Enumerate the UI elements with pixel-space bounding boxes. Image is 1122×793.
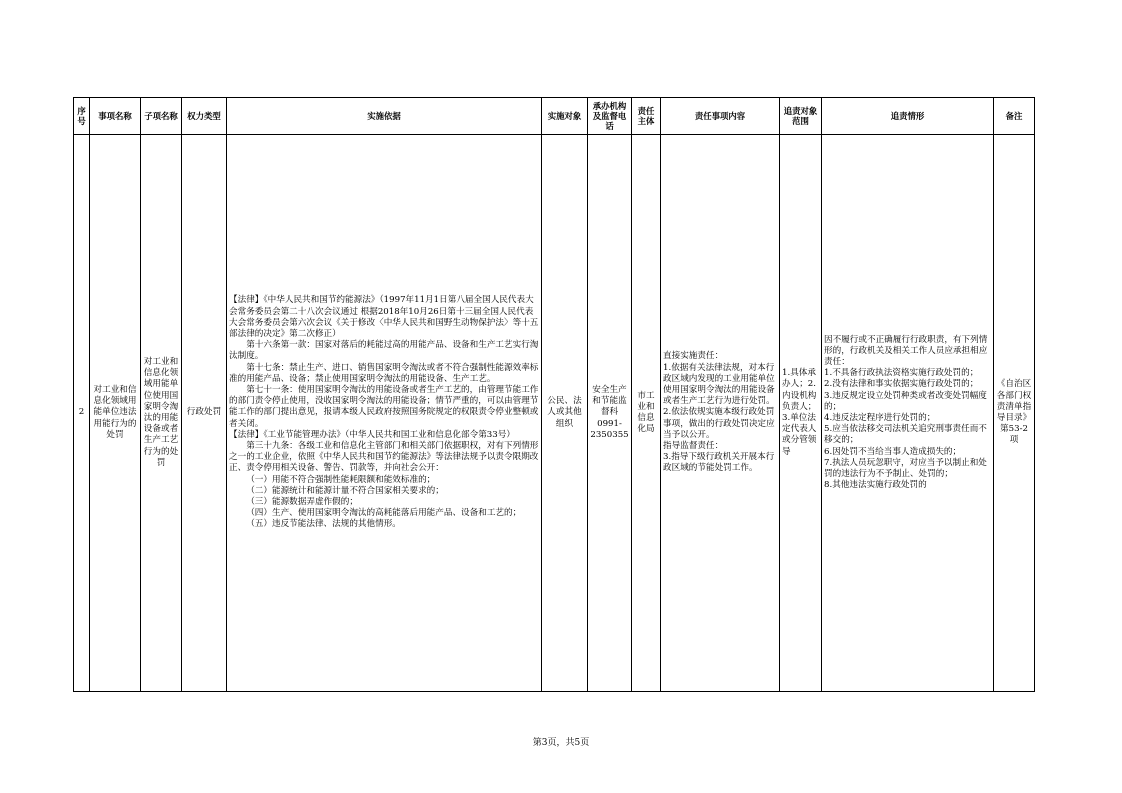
basis-line: 第十六条第一款：国家对落后的耗能过高的用能产品、设备和生产工艺实行淘汰制度。 bbox=[229, 340, 539, 362]
header-seq: 序号 bbox=[74, 98, 90, 135]
basis-line: （二）能源统计和能源计量不符合国家相关要求的； bbox=[246, 485, 444, 496]
situation-line: 2.没有法律和事实依据实施行政处罚的； bbox=[824, 379, 979, 390]
basis-line: （一）用能不符合强制性能耗限额和能效标准的； bbox=[246, 474, 436, 485]
page-footer: 第3页，共5页 bbox=[532, 738, 590, 748]
power-list-table bbox=[73, 97, 1035, 692]
duty-line: 3.指导下级行政机关开展本行政区域的节能处罚工作。 bbox=[663, 452, 775, 474]
situation-line: 1.不具备行政执法资格实施行政处罚的； bbox=[824, 368, 979, 379]
basis-line: 【法律】《中华人民共和国节约能源法》（1997年11月1日第八届全国人民代表大会常务委员会第二十八次会议通过 根据2018年10月26日第十三届全国人民代表大会常务委员会第六次会议《关于修改〈中华人民共和国野生动物保护法〉等十五部法律的决定》第二次修正） bbox=[229, 295, 539, 339]
header-basis: 实施依据 bbox=[227, 98, 542, 135]
basis-line: 第十七条：禁止生产、进口、销售国家明令淘汰或者不符合强制性能源效率标准的用能产品、设备；禁止使用国家明令淘汰的用能设备、生产工艺。 bbox=[229, 362, 539, 384]
item-name-cell: 对工业和信息化领域用能单位违法用能行为的处罚 bbox=[90, 135, 141, 692]
basis-line: 第三十九条：各级工业和信息化主管部门和相关部门依据职权，对有下列情形之一的工业企业，依照《中华人民共和国节约能源法》等法律法规予以责令限期改正、责令停用相关设备、警告、罚款等，并向社会公开： bbox=[229, 441, 539, 474]
header-situations: 追责情形 bbox=[822, 98, 994, 135]
duty-line: 2.依法依规实施本级行政处罚事项，做出的行政处罚决定应当予以公开。 bbox=[663, 407, 775, 440]
duty-line: 直接实施责任： bbox=[663, 351, 724, 362]
situation-line: 7.执法人员玩忽职守，对应当予以制止和处罚的违法行为不予制止、处罚的； bbox=[824, 457, 987, 480]
target-cell: 公民、法人或其他组织 bbox=[542, 135, 588, 692]
scope-cell: 1.具体承办人；2.内设机构负责人；3.单位法定代表人或分管领导 bbox=[780, 135, 822, 692]
situation-line: 因不履行或不正确履行行政职责，有下列情形的，行政机关及相关工作人员应承担相应责任： bbox=[824, 334, 988, 367]
situation-line: 5.应当依法移交司法机关追究刑事责任而不移交的； bbox=[824, 424, 987, 446]
agency-cell bbox=[588, 135, 632, 692]
duty-cell bbox=[661, 135, 780, 692]
situation-line: 8.其他违法实施行政处罚的 bbox=[824, 480, 927, 491]
situation-line: 6.因处罚不当给当事人造成损失的； bbox=[824, 446, 962, 457]
subitem-name-cell: 对工业和信息化领域用能单位使用国家明令淘汰的用能设备或者生产工艺行为的处罚 bbox=[141, 135, 182, 692]
basis-line: 【法律】《工业节能管理办法》（中华人民共和国工业和信息化部令第33号） bbox=[229, 429, 515, 440]
power-type-cell: 行政处罚 bbox=[182, 135, 227, 692]
table-header-row bbox=[74, 98, 1035, 135]
agency-phone: 0991-2350355 bbox=[590, 418, 629, 440]
header-subject: 责任主体 bbox=[632, 98, 661, 135]
header-item-name: 事项名称 bbox=[90, 98, 141, 135]
header-duty: 责任事项内容 bbox=[661, 98, 780, 135]
remarks-cell: 《自治区各部门权责清单指导目录》第53-2项 bbox=[994, 135, 1035, 692]
situation-line: 4.违反法定程序进行处罚的； bbox=[824, 413, 936, 423]
basis-line: （四）生产、使用国家明令淘汰的高耗能落后用能产品、设备和工艺的； bbox=[246, 508, 522, 519]
basis-line: （三）能源数据弄虚作假的； bbox=[246, 497, 358, 508]
header-subitem-name: 子项名称 bbox=[141, 98, 182, 135]
basis-line: 第七十一条：使用国家明令淘汰的用能设备或者生产工艺的，由管理节能工作的部门责令停止使用，没收国家明令淘汰的用能设备；情节严重的，可以由管理节能工作的部门提出意见，报请本级人民政府按照国务院规定的权限责令停业整顿或者关闭。 bbox=[229, 384, 539, 429]
agency-name: 安全生产和节能监督科 bbox=[592, 384, 627, 418]
header-target: 实施对象 bbox=[542, 98, 588, 135]
header-agency: 承办机构及监督电话 bbox=[588, 98, 632, 135]
header-remarks: 备注 bbox=[994, 98, 1035, 135]
seq-cell: 2 bbox=[74, 135, 90, 692]
header-scope: 追责对象范围 bbox=[780, 98, 822, 135]
basis-line: （五）违反节能法律、法规的其他情形。 bbox=[246, 519, 401, 530]
duty-line: 1.依据有关法律法规，对本行政区域内发现的工业用能单位使用国家明令淘汰的用能设备或者生产工艺行为进行处罚。 bbox=[663, 362, 775, 407]
situation-line: 3.违反规定设立处罚种类或者改变处罚幅度的； bbox=[824, 390, 987, 412]
subject-cell: 市工业和信息化局 bbox=[632, 135, 661, 692]
situations-cell bbox=[822, 135, 994, 692]
basis-cell bbox=[227, 135, 542, 692]
duty-line: 指导监督责任： bbox=[663, 441, 724, 451]
table-row bbox=[74, 135, 1035, 692]
header-power-type: 权力类型 bbox=[182, 98, 227, 135]
